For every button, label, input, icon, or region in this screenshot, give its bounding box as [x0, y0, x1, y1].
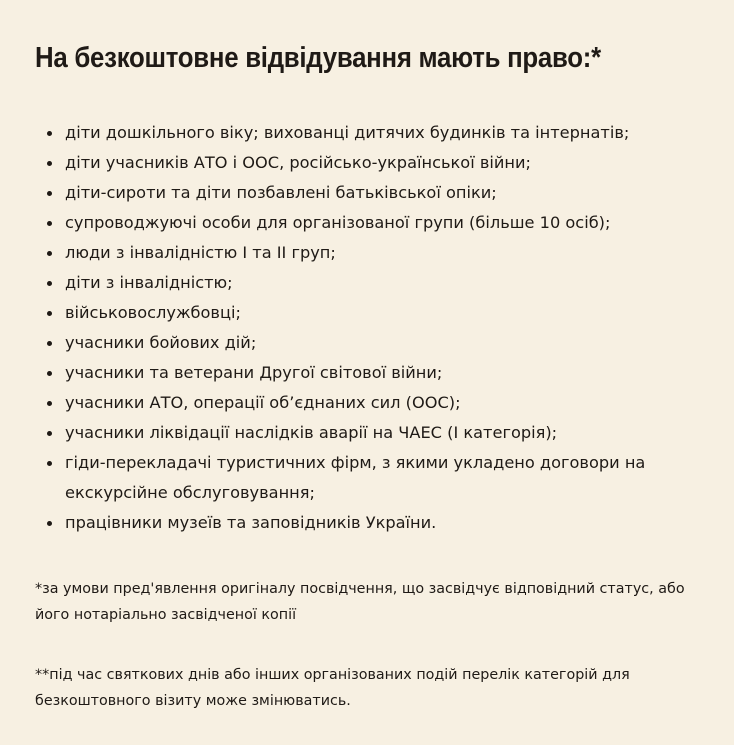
- list-item: [35, 328, 700, 358]
- list-item-text: учасники та ветерани Другої світової війни;: [65, 363, 443, 382]
- bullet-icon: [47, 461, 52, 466]
- bullet-icon: [47, 521, 52, 526]
- list-item-text: учасники ліквідації наслідків аварії на ЧАЕС (І категорія);: [65, 423, 558, 442]
- bullet-icon: [47, 311, 52, 316]
- list-item: [35, 298, 700, 328]
- list-item-text: люди з інвалідністю І та ІІ груп;: [65, 243, 336, 262]
- list-item-text: супроводжуючі особи для організованої групи (більше 10 осіб);: [65, 213, 611, 232]
- list-item-text: діти учасників АТО і ООС, російсько-української війни;: [65, 153, 531, 172]
- list-item: [35, 148, 700, 178]
- list-item-text: гіди-перекладачі туристичних фірм, з якими укладено договори на екскурсійне обслуговування;: [65, 453, 646, 502]
- bullet-icon: [47, 431, 52, 436]
- list-item: [35, 118, 700, 148]
- bullet-icon: [47, 281, 52, 286]
- bullet-icon: [47, 371, 52, 376]
- list-item: [35, 208, 700, 238]
- bullet-icon: [47, 221, 52, 226]
- list-item: [35, 508, 700, 538]
- eligibility-list: [35, 118, 700, 538]
- footnote-1: *за умови пред'явлення оригіналу посвідчення, що засвідчує відповідний статус, або його нотаріально засвідченої копії: [35, 581, 685, 623]
- bullet-icon: [47, 401, 52, 406]
- bullet-icon: [47, 131, 52, 136]
- list-item: [35, 238, 700, 268]
- list-item: [35, 178, 700, 208]
- bullet-icon: [47, 341, 52, 346]
- list-item: [35, 268, 700, 298]
- list-item-text: військовослужбовці;: [65, 303, 241, 322]
- list-item-text: діти-сироти та діти позбавлені батьківської опіки;: [65, 183, 497, 202]
- list-item: [35, 388, 700, 418]
- footnote-2: **під час святкових днів або інших організованих подій перелік категорій для безкоштовного візиту може змінюватись.: [35, 667, 630, 709]
- list-item-text: учасники АТО, операції об’єднаних сил (ООС);: [65, 393, 461, 412]
- list-item: [35, 418, 700, 448]
- page-title: На безкоштовне відвідування мають право:*: [35, 42, 601, 74]
- bullet-icon: [47, 191, 52, 196]
- list-item: [35, 448, 700, 508]
- list-item-text: діти дошкільного віку; вихованці дитячих будинків та інтернатів;: [65, 123, 630, 142]
- bullet-icon: [47, 161, 52, 166]
- list-item: [35, 358, 700, 388]
- list-item-text: працівники музеїв та заповідників України.: [65, 513, 437, 532]
- list-item-text: учасники бойових дій;: [65, 333, 257, 352]
- list-item-text: діти з інвалідністю;: [65, 273, 233, 292]
- bullet-icon: [47, 251, 52, 256]
